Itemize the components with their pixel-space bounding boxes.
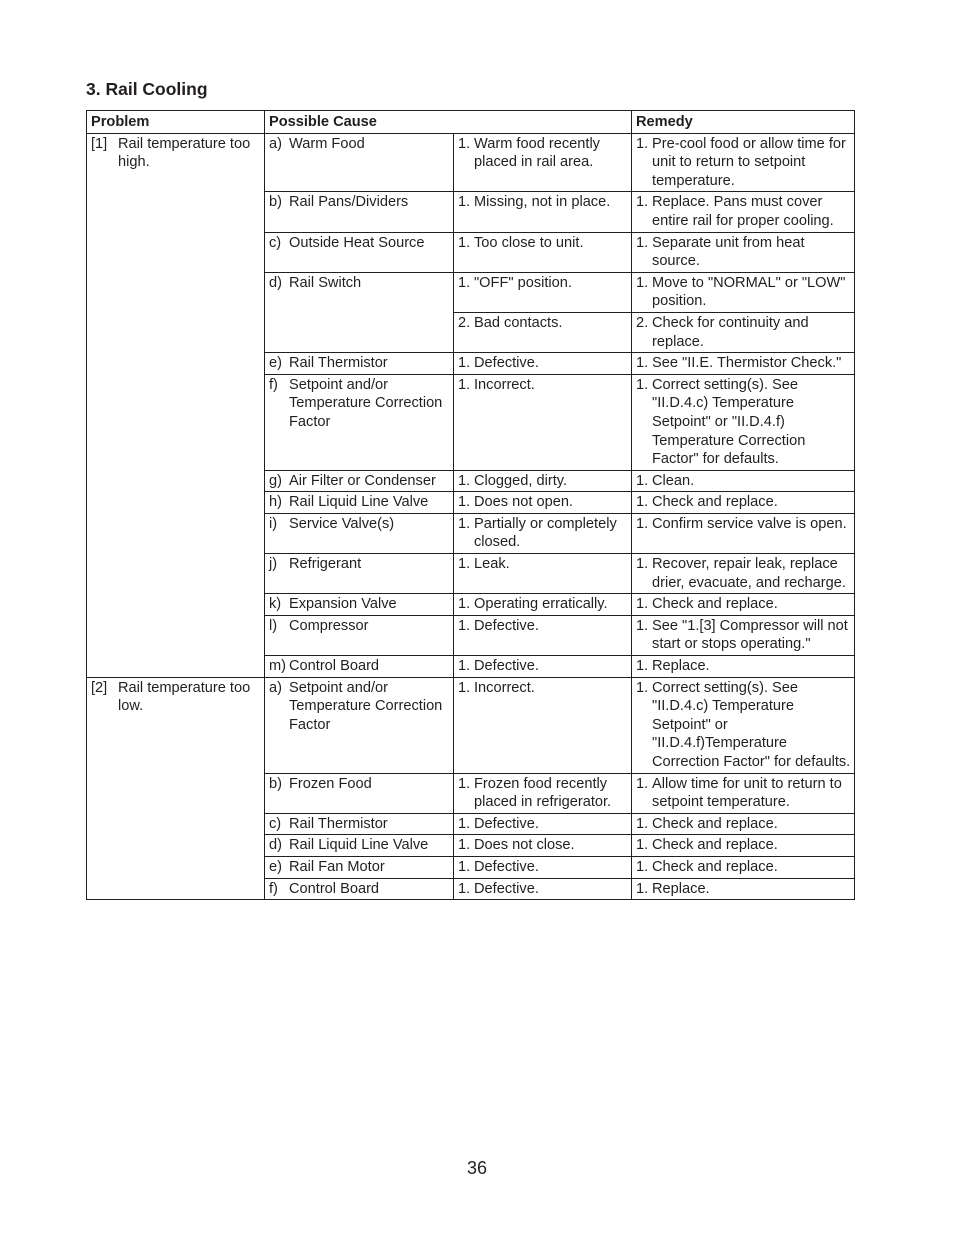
remedy-marker: 1. (636, 556, 649, 573)
remedy-text: See "1.[3] Compressor will not start or stops operating." (652, 617, 848, 653)
cause-marker: b) (269, 194, 282, 211)
problem-text: Rail temperature too low. (118, 679, 251, 715)
remedy-cell (632, 272, 855, 312)
remedy-text: Check and replace. (652, 837, 778, 854)
subcause (458, 775, 628, 812)
cause (269, 880, 450, 899)
cause-marker: b) (269, 775, 282, 792)
subcause-text: Defective. (474, 880, 539, 897)
remedy-marker: 1. (636, 494, 649, 511)
subcause-text: Defective. (474, 858, 539, 875)
remedy-cell (632, 232, 855, 272)
subcause-cell (454, 773, 632, 813)
cause-marker: k) (269, 596, 282, 613)
subcause-text: Does not open. (474, 494, 573, 511)
cause-cell (265, 856, 454, 878)
cause (269, 135, 450, 154)
remedy-marker: 1. (636, 775, 649, 792)
subcause-cell (454, 835, 632, 857)
cause (269, 274, 450, 293)
remedy-text: Allow time for unit to return to setpoint temperature. (652, 775, 842, 811)
remedy-text: Clean. (652, 472, 695, 489)
subcause-text: Too close to unit. (474, 234, 584, 251)
remedy-marker: 1. (636, 880, 649, 897)
subcause-text: Warm food recently placed in rail area. (474, 135, 600, 171)
cause-marker: a) (269, 679, 282, 696)
remedy-text: Replace. Pans must cover entire rail for proper cooling. (652, 194, 834, 229)
subcause (458, 657, 628, 676)
cause-cell (265, 513, 454, 553)
remedy (636, 234, 851, 271)
subcause (458, 815, 628, 834)
remedy-marker: 1. (636, 194, 649, 211)
cause-marker: j) (269, 556, 278, 573)
remedy (636, 657, 851, 676)
cause-cell (265, 677, 454, 773)
remedy (636, 858, 851, 877)
cause-marker: m) (269, 658, 287, 675)
remedy (636, 775, 851, 812)
subcause-marker: 1. (458, 135, 471, 152)
remedy-text: Check and replace. (652, 858, 778, 875)
cause-text: Frozen Food (289, 775, 372, 792)
cause-cell (265, 272, 454, 352)
cause-marker: e) (269, 355, 282, 372)
subcause-text: Defective. (474, 617, 539, 634)
table-row (87, 677, 855, 773)
subcause-text: Partially or completely closed. (474, 515, 617, 551)
remedy-text: Check for continuity and replace. (652, 314, 809, 350)
cause-marker: h) (269, 494, 282, 511)
cause (269, 193, 450, 212)
subcause-cell (454, 353, 632, 375)
cause (269, 858, 450, 877)
subcause-text: Bad contacts. (474, 314, 563, 331)
subcause-marker: 1. (458, 658, 471, 675)
subcause-cell (454, 615, 632, 655)
subcause-text: "OFF" position. (474, 274, 572, 291)
remedy-text: Replace. (652, 880, 710, 897)
remedy-text: Confirm service valve is open. (652, 515, 847, 532)
cause-cell (265, 374, 454, 470)
page-number: 36 (466, 1158, 488, 1178)
remedy-marker: 1. (636, 679, 649, 696)
subcause (458, 555, 628, 574)
subcause-cell (454, 656, 632, 678)
cause-cell (265, 615, 454, 655)
remedy-marker: 1. (636, 274, 649, 291)
subcause-cell (454, 192, 632, 232)
remedy-cell (632, 677, 855, 773)
header-problem: Problem (87, 111, 265, 134)
cause-cell (265, 773, 454, 813)
subcause-text: Incorrect. (474, 376, 535, 393)
remedy-marker: 1. (636, 815, 649, 832)
cause-cell (265, 813, 454, 835)
remedy-text: Check and replace. (652, 815, 778, 832)
subcause (458, 472, 628, 491)
subcause (458, 135, 628, 172)
subcause-marker: 1. (458, 815, 471, 832)
problem-marker: [1] (91, 135, 108, 152)
remedy-marker: 1. (636, 234, 649, 251)
cause-cell (265, 656, 454, 678)
remedy-cell (632, 353, 855, 375)
cause-cell (265, 232, 454, 272)
subcause-text: Defective. (474, 658, 539, 675)
remedy-text: Move to "NORMAL" or "LOW" position. (652, 274, 846, 310)
problem (91, 135, 261, 172)
subcause-cell (454, 513, 632, 553)
cause-text: Rail Thermistor (289, 815, 388, 832)
subcause-marker: 1. (458, 472, 471, 489)
header-remedy: Remedy (632, 111, 855, 134)
remedy-text: Recover, repair leak, replace drier, evacuate, and recharge. (652, 556, 846, 591)
cause-text: Air Filter or Condenser (289, 472, 436, 489)
subcause-cell (454, 374, 632, 470)
remedy (636, 555, 851, 592)
subcause (458, 836, 628, 855)
subcause-text: Frozen food recently placed in refrigerator. (474, 775, 612, 811)
subcause-cell (454, 554, 632, 594)
subcause-marker: 1. (458, 596, 471, 613)
cause (269, 815, 450, 834)
cause-text: Rail Thermistor (289, 355, 388, 372)
remedy (636, 617, 851, 654)
remedy (636, 836, 851, 855)
cause-marker: d) (269, 274, 282, 291)
subcause-marker: 1. (458, 775, 471, 792)
remedy (636, 472, 851, 491)
cause (269, 555, 450, 574)
cause-text: Service Valve(s) (289, 515, 395, 532)
remedy-cell (632, 513, 855, 553)
cause-text: Setpoint and/or Temperature Correction Factor (289, 376, 443, 430)
subcause (458, 515, 628, 552)
subcause-text: Clogged, dirty. (474, 472, 568, 489)
cause-text: Rail Liquid Line Valve (289, 837, 429, 854)
remedy-cell (632, 492, 855, 514)
subcause-cell (454, 813, 632, 835)
remedy-marker: 1. (636, 617, 649, 634)
cause-cell (265, 192, 454, 232)
remedy-marker: 1. (636, 515, 649, 532)
cause-text: Refrigerant (289, 556, 362, 573)
remedy-text: See "II.E. Thermistor Check." (652, 355, 842, 372)
subcause-cell (454, 232, 632, 272)
subcause (458, 880, 628, 899)
cause (269, 354, 450, 373)
remedy-cell (632, 554, 855, 594)
remedy-marker: 1. (636, 858, 649, 875)
remedy-cell (632, 312, 855, 352)
remedy-cell (632, 615, 855, 655)
cause (269, 595, 450, 614)
remedy-text: Pre-cool food or allow time for unit to return to setpoint temperature. (652, 135, 846, 189)
cause-marker: f) (269, 880, 278, 897)
subcause (458, 314, 628, 333)
cause-marker: c) (269, 815, 282, 832)
subcause-text: Does not close. (474, 837, 575, 854)
subcause (458, 234, 628, 253)
problem-cell (87, 133, 265, 677)
cause-text: Control Board (289, 880, 380, 897)
subcause-text: Defective. (474, 355, 539, 372)
problem-cell (87, 677, 265, 900)
cause (269, 515, 450, 534)
remedy-marker: 1. (636, 355, 649, 372)
subcause-marker: 1. (458, 376, 471, 393)
subcause (458, 354, 628, 373)
remedy-cell (632, 594, 855, 616)
remedy-text: Check and replace. (652, 596, 778, 613)
remedy-text: Check and replace. (652, 494, 778, 511)
cause-text: Expansion Valve (289, 596, 397, 613)
subcause-marker: 1. (458, 880, 471, 897)
table-body (87, 133, 855, 900)
cause-marker: a) (269, 135, 282, 152)
remedy-marker: 1. (636, 596, 649, 613)
subcause-marker: 1. (458, 679, 471, 696)
cause (269, 376, 450, 432)
subcause-cell (454, 677, 632, 773)
subcause-text: Defective. (474, 815, 539, 832)
remedy-cell (632, 470, 855, 492)
remedy-cell (632, 656, 855, 678)
cause-marker: c) (269, 234, 282, 251)
cause-cell (265, 133, 454, 192)
subcause-marker: 1. (458, 274, 471, 291)
subcause-cell (454, 878, 632, 900)
remedy-marker: 1. (636, 472, 649, 489)
cause-text: Compressor (289, 617, 369, 634)
subcause-marker: 1. (458, 355, 471, 372)
subcause (458, 193, 628, 212)
cause-marker: l) (269, 617, 278, 634)
cause-text: Rail Liquid Line Valve (289, 494, 429, 511)
subcause-text: Operating erratically. (474, 596, 608, 613)
cause (269, 679, 450, 735)
problem-marker: [2] (91, 679, 108, 696)
cause (269, 234, 450, 253)
cause-cell (265, 470, 454, 492)
remedy-marker: 1. (636, 837, 649, 854)
remedy-marker: 2. (636, 314, 649, 331)
subcause-cell (454, 492, 632, 514)
remedy-text: Correct setting(s). See "II.D.4.c) Temperature Setpoint" or "II.D.4.f) Temperature Correction Factor" for defaults. (652, 376, 806, 468)
remedy (636, 815, 851, 834)
cause-cell (265, 878, 454, 900)
remedy (636, 515, 851, 534)
cause-text: Control Board (289, 658, 380, 675)
remedy-cell (632, 192, 855, 232)
cause-marker: d) (269, 837, 282, 854)
remedy-cell (632, 374, 855, 470)
section-title: 3. Rail Cooling (86, 79, 208, 99)
cause-cell (265, 594, 454, 616)
remedy-cell (632, 133, 855, 192)
troubleshooting-table (86, 110, 855, 900)
cause (269, 657, 450, 676)
cause-cell (265, 492, 454, 514)
subcause-marker: 1. (458, 494, 471, 511)
remedy (636, 595, 851, 614)
cause (269, 836, 450, 855)
cause (269, 617, 450, 636)
problem (91, 679, 261, 716)
subcause-marker: 1. (458, 234, 471, 251)
remedy-marker: 1. (636, 376, 649, 393)
remedy-cell (632, 878, 855, 900)
subcause (458, 617, 628, 636)
cause-text: Rail Switch (289, 274, 362, 291)
remedy-cell (632, 856, 855, 878)
cause-marker: i) (269, 515, 278, 532)
subcause (458, 679, 628, 698)
remedy-text: Replace. (652, 658, 710, 675)
subcause-marker: 1. (458, 194, 471, 211)
cause-text: Rail Fan Motor (289, 858, 385, 875)
remedy (636, 193, 851, 230)
subcause-cell (454, 856, 632, 878)
remedy-cell (632, 773, 855, 813)
header-row (87, 111, 855, 134)
cause (269, 493, 450, 512)
subcause-marker: 1. (458, 617, 471, 634)
cause-text: Setpoint and/or Temperature Correction Factor (289, 679, 443, 733)
cause-text: Rail Pans/Dividers (289, 194, 409, 211)
remedy (636, 376, 851, 469)
cause-marker: e) (269, 858, 282, 875)
remedy (636, 274, 851, 311)
subcause (458, 376, 628, 395)
cause-text: Outside Heat Source (289, 234, 425, 251)
subcause-cell (454, 133, 632, 192)
remedy-marker: 1. (636, 135, 649, 152)
subcause-marker: 1. (458, 556, 471, 573)
remedy (636, 135, 851, 191)
remedy (636, 314, 851, 351)
subcause-cell (454, 470, 632, 492)
remedy (636, 679, 851, 772)
subcause (458, 595, 628, 614)
subcause-cell (454, 594, 632, 616)
cause-text: Warm Food (289, 135, 365, 152)
cause-marker: g) (269, 472, 282, 489)
cause-cell (265, 353, 454, 375)
subcause-text: Incorrect. (474, 679, 535, 696)
table-row (87, 133, 855, 192)
cause-cell (265, 835, 454, 857)
subcause-cell (454, 312, 632, 352)
remedy-text: Correct setting(s). See "II.D.4.c) Temperature Setpoint" or "II.D.4.f)Temperature Correction Factor" for defaults. (652, 679, 851, 770)
problem-text: Rail temperature too high. (118, 135, 251, 171)
remedy-marker: 1. (636, 658, 649, 675)
remedy (636, 880, 851, 899)
remedy-cell (632, 835, 855, 857)
cause-marker: f) (269, 376, 278, 393)
remedy (636, 354, 851, 373)
subcause-text: Missing, not in place. (474, 194, 611, 211)
subcause (458, 858, 628, 877)
subcause-text: Leak. (474, 556, 510, 573)
header-possible-cause: Possible Cause (265, 111, 632, 134)
subcause-marker: 1. (458, 515, 471, 532)
subcause (458, 493, 628, 512)
remedy-cell (632, 813, 855, 835)
cause (269, 775, 450, 794)
subcause (458, 274, 628, 293)
cause-cell (265, 554, 454, 594)
subcause-marker: 1. (458, 858, 471, 875)
remedy-text: Separate unit from heat source. (652, 234, 805, 270)
cause (269, 472, 450, 491)
subcause-cell (454, 272, 632, 312)
subcause-marker: 1. (458, 837, 471, 854)
subcause-marker: 2. (458, 314, 471, 331)
remedy (636, 493, 851, 512)
